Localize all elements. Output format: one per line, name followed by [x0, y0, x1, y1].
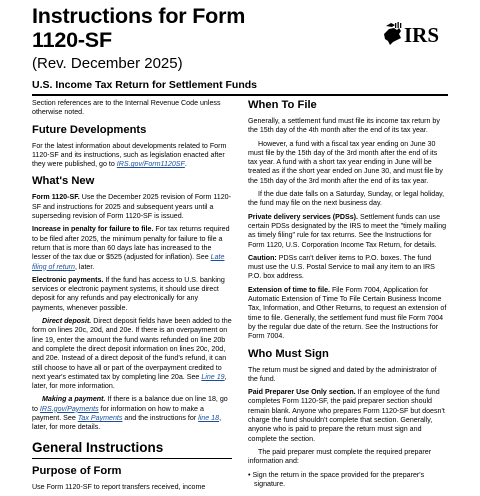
line-18-link[interactable]: line 18	[198, 414, 220, 423]
irs-payments-link[interactable]: IRS.gov/Payments	[39, 404, 99, 413]
intro-text: Section references are to the Internal Revenue Code unless otherwise noted.	[32, 99, 221, 117]
line-19-link[interactable]: Line 19	[201, 372, 225, 381]
document-title	[32, 4, 332, 52]
making-payment-paragraph: Making a payment. If there is a balance due on line 18, go to IRS.gov/Payments for information on how to make a payment. See Tax Payments and the instructions for line 18, later, for more details.	[32, 395, 228, 432]
irs-logo	[382, 20, 448, 48]
left-column	[32, 99, 232, 496]
title-line-1: Instructions for Form	[32, 4, 246, 28]
when-to-file-p1: Generally, a settlement fund must file its income tax return by the 15th day of the 4th month after the end of its tax year.	[248, 117, 440, 135]
purpose-text: Use Form 1120-SF to report transfers received, income	[32, 482, 206, 491]
future-developments-text: For the latest information about developments related to Form 1120-SF and its instructions, such as legislation enacted after they were published, go to IRS.gov/Form1120SF.	[32, 141, 227, 169]
extension-paragraph: Extension of time to file. File Form 7004, Application for Automatic Extension of Time To File Certain Business Income Tax, Information, and Other Returns, to request an extension of time to file. Generally, the settlement fund must file Form 7004 by the regular due date of the return. See the Instructions for Form 7004.	[248, 285, 447, 341]
who-must-sign-heading: Who Must Sign	[248, 347, 329, 360]
tax-payments-link[interactable]: Tax Payments	[77, 414, 123, 423]
general-instructions-rule	[32, 458, 232, 459]
penalty-paragraph: Increase in penalty for failure to file. For tax returns required to be filed after 2025, the minimum penalty for failure to file a return that is more than 60 days late has increased to the lesser of the tax due or $525 (adjusted for inflation). See Late filing of return, later.	[32, 225, 230, 271]
when-to-file-heading: When To File	[248, 99, 317, 111]
form-1120sf-paragraph: Form 1120-SF. Use the December 2025 revision of Form 1120-SF and instructions for 2025 and subsequent years until a superseding revision of Form 1120-SF is issued.	[32, 193, 231, 221]
form1120sf-link[interactable]: IRS.gov/Form1120SF	[116, 160, 185, 169]
purpose-of-form-heading: Purpose of Form	[32, 464, 122, 477]
irs-logo-text: IRS	[404, 23, 440, 47]
irs-eagle-icon	[382, 20, 448, 48]
title-line-2: 1120-SF	[32, 28, 112, 52]
general-instructions-heading: General Instructions	[32, 439, 164, 455]
late-filing-link[interactable]: Late filing of return	[32, 253, 225, 271]
when-to-file-p2: However, a fund with a fiscal tax year ending on June 30 must file by the 15th day of the 3rd month after the end of its tax year. A fund with a short tax year ending in June will be treated as if the short year ended on June 30, and must file by the 15th day of the 3rd month after the end of its tax year.	[248, 139, 443, 185]
future-developments-heading: Future Developments	[32, 123, 147, 136]
who-must-sign-p1: The return must be signed and dated by the administrator of the fund.	[248, 365, 437, 383]
right-column	[248, 99, 448, 493]
sign-bullet: • Sign the return in the space provided for the preparer's signature.	[248, 470, 425, 488]
private-delivery-paragraph: Private delivery services (PDSs). Settlement funds can use certain PDSs designated by the IRS to meet the "timely mailing as timely filing" rule for tax returns. See the Instructions for Form 1120, U.S. Corporation Income Tax Return, for details.	[248, 212, 447, 249]
direct-deposit-paragraph: Direct deposit. Direct deposit fields have been added to the form on lines 20c, 20d, and 20e. If there is an overpayment on line 19, enter the amount the fund wants refunded on line 20b and complete the direct deposit information on lines 20c, 20d, and 20e. Instead of a direct deposit of the fund's refund, it can still choose to have all or part of the overpayment credited to next year's estimated tax by completing line 20a. See Line 19, later, for more information.	[32, 317, 232, 391]
caution-paragraph: Caution: PDSs can't deliver items to P.O. boxes. The fund must use the U.S. Postal Service to mail any item to an IRS P.O. box address.	[248, 253, 435, 281]
electronic-payments-paragraph: Electronic payments. If the fund has access to U.S. banking services or electronic payment systems, it should use direct deposit for any refunds and pay electronically for any payments, whenever possible.	[32, 275, 225, 312]
paid-preparer-p2: The paid preparer must complete the required preparer information and:	[248, 447, 432, 466]
revision-date: (Rev. December 2025)	[32, 55, 183, 72]
document-subtitle: U.S. Income Tax Return for Settlement Funds	[32, 79, 258, 91]
header-rule	[32, 94, 448, 96]
paid-preparer-paragraph: Paid Preparer Use Only section. If an employee of the fund completes Form 1120-SF, the paid preparer section should remain blank. Anyone who prepares Form 1120-SF but doesn't charge the fund shouldn't complete that section. Generally, anyone who is paid to prepare the return must sign and complete the section.	[248, 388, 445, 443]
when-to-file-p3: If the due date falls on a Saturday, Sunday, or legal holiday, the fund may file on the next business day.	[248, 190, 445, 208]
whats-new-heading: What's New	[32, 175, 95, 188]
